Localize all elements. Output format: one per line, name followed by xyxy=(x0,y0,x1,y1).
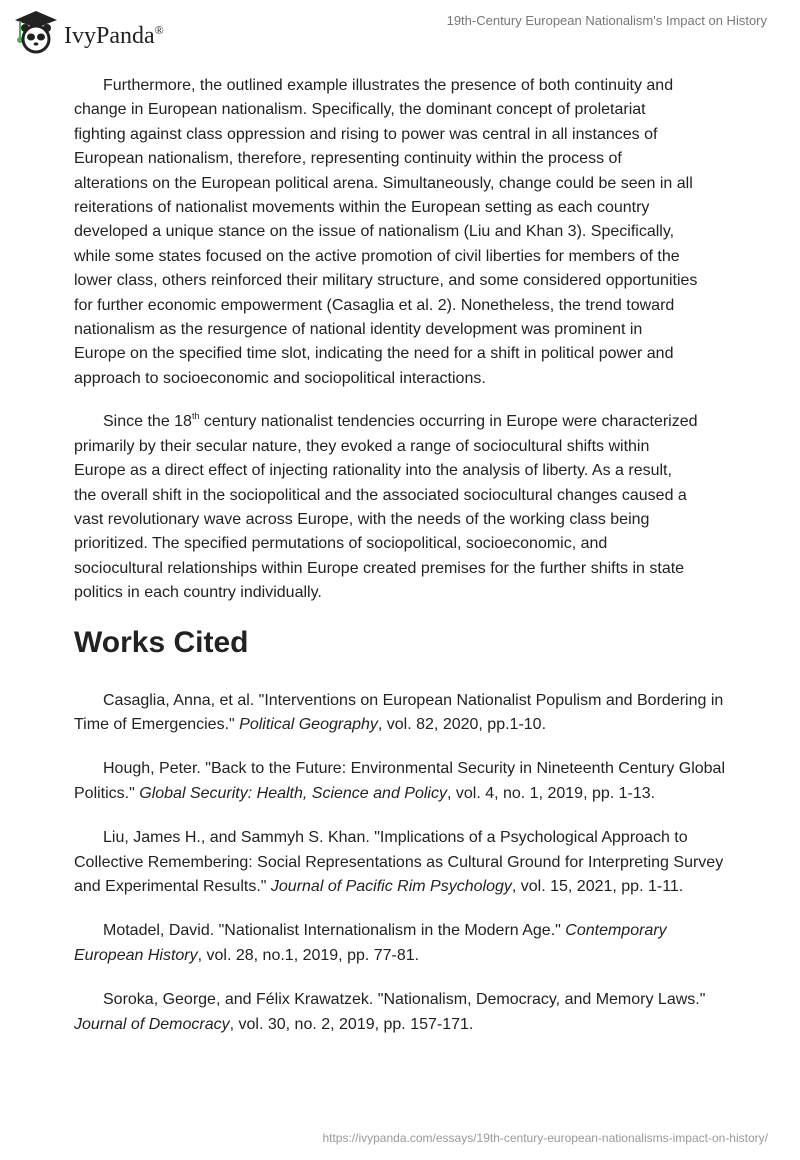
citation-source: Journal of Pacific Rim Psychology xyxy=(270,877,512,895)
paragraph-2 xyxy=(74,410,734,605)
paragraph-line: approach to socioeconomic and sociopolitical interactions. xyxy=(74,369,486,387)
paragraph-line: for further economic empowerment (Casaglia et al. 2). Nonetheless, the trend toward xyxy=(74,296,675,314)
citation-text: Hough, Peter. "Back to the Future: Environmental Security in Nineteenth Century Global Politics." xyxy=(74,760,726,802)
citation-text: Soroka, George, and Félix Krawatzek. "Nationalism, Democracy, and Memory Laws." xyxy=(103,991,706,1009)
paragraph-line: sociocultural relationships within Europe created premises for the further shifts in state xyxy=(74,559,685,577)
citation-details: , vol. 30, no. 2, 2019, pp. 157-171. xyxy=(229,1015,474,1033)
paragraph-line: politics in each country individually. xyxy=(74,584,322,602)
citation-source: Global Security: Health, Science and Policy xyxy=(139,784,447,802)
works-cited-list xyxy=(74,689,734,1037)
document-title: 19th-Century European Nationalism's Impact on History xyxy=(446,13,767,28)
paragraph-line: fighting against class oppression and rising to power was central in all instances of xyxy=(74,125,658,143)
text-segment: century nationalist tendencies occurring in Europe were characterized xyxy=(199,413,698,431)
paragraph-line: the overall shift in the sociopolitical and the associated sociocultural changes caused a xyxy=(74,486,687,504)
paragraph-line: European nationalism, therefore, representing continuity within the process of xyxy=(74,150,622,168)
citation-entry xyxy=(74,826,729,899)
citation-details: , vol. 4, no. 1, 2019, pp. 1-13. xyxy=(446,784,656,802)
paragraph-line: alterations on the European political arena. Simultaneously, change could be seen in all xyxy=(74,174,693,192)
citation-entry xyxy=(74,757,729,806)
superscript: th xyxy=(191,411,200,422)
citation-text: Motadel, David. "Nationalist Internationalism in the Modern Age." xyxy=(103,922,566,940)
panda-graduate-icon xyxy=(12,8,58,54)
registered-mark: ® xyxy=(154,22,164,37)
paragraph-line: Europe on the specified time slot, indicating the need for a shift in political power and xyxy=(74,345,674,363)
citation-source: Political Geography xyxy=(239,715,378,733)
paragraph-line: nationalism as the resurgence of national identity development was prominent in xyxy=(74,321,643,339)
paragraph-line: developed a unique stance on the issue of nationalism (Liu and Khan 3). Specifically, xyxy=(74,223,675,241)
ivypanda-logo[interactable] xyxy=(12,8,164,54)
citation-entry xyxy=(74,988,729,1037)
source-url[interactable]: https://ivypanda.com/essays/19th-century-european-nationalisms-impact-on-history/ xyxy=(322,1131,768,1145)
paragraph-line: Furthermore, the outlined example illustrates the presence of both continuity and xyxy=(103,77,674,94)
paragraph-line: while some states focused on the active promotion of civil liberties for members of the xyxy=(74,247,680,265)
citation-source: Journal of Democracy xyxy=(74,1015,230,1033)
paragraph-line: change in European nationalism. Specifically, the dominant concept of proletariat xyxy=(74,101,646,119)
paragraph-line: vast revolutionary wave across Europe, with the needs of the working class being xyxy=(74,510,650,528)
paragraph-line: Europe as a direct effect of injecting rationality into the analysis of liberty. As a result, xyxy=(74,462,672,480)
paragraph-line: reiterations of nationalist movements within the European setting as each country xyxy=(74,199,650,217)
citation-details: , vol. 15, 2021, pp. 1-11. xyxy=(511,877,684,895)
paragraph-line: lower class, others reinforced their military structure, and some considered opportunities xyxy=(74,272,698,290)
works-cited-heading: Works Cited xyxy=(74,625,249,659)
citation-details: , vol. 28, no.1, 2019, pp. 77-81. xyxy=(197,946,420,964)
paragraph-line: prioritized. The specified permutations of sociopolitical, socioeconomic, and xyxy=(74,535,608,553)
citation-entry xyxy=(74,919,729,968)
logo-text: IvyPanda xyxy=(64,22,155,49)
citation-source: Contemporary European History xyxy=(74,922,667,964)
citation-text: Liu, James H., and Sammyh S. Khan. "Implications of a Psychological Approach to Collective Remembering: Social Representations as Cultural Ground for Interpreting Survey and Experimental Results." xyxy=(74,829,724,895)
citation-text: Casaglia, Anna, et al. "Interventions on European Nationalist Populism and Bordering in Time of Emergencies." xyxy=(74,691,724,733)
text-segment: Since the 18 xyxy=(103,413,192,431)
citation-details: , vol. 82, 2020, pp.1-10. xyxy=(377,715,547,733)
paragraph-1 xyxy=(74,74,734,391)
citation-entry xyxy=(74,689,729,738)
paragraph-line: primarily by their secular nature, they evoked a range of sociocultural shifts within xyxy=(74,437,650,455)
essay-body xyxy=(74,74,734,1057)
paragraph-line xyxy=(74,410,734,434)
